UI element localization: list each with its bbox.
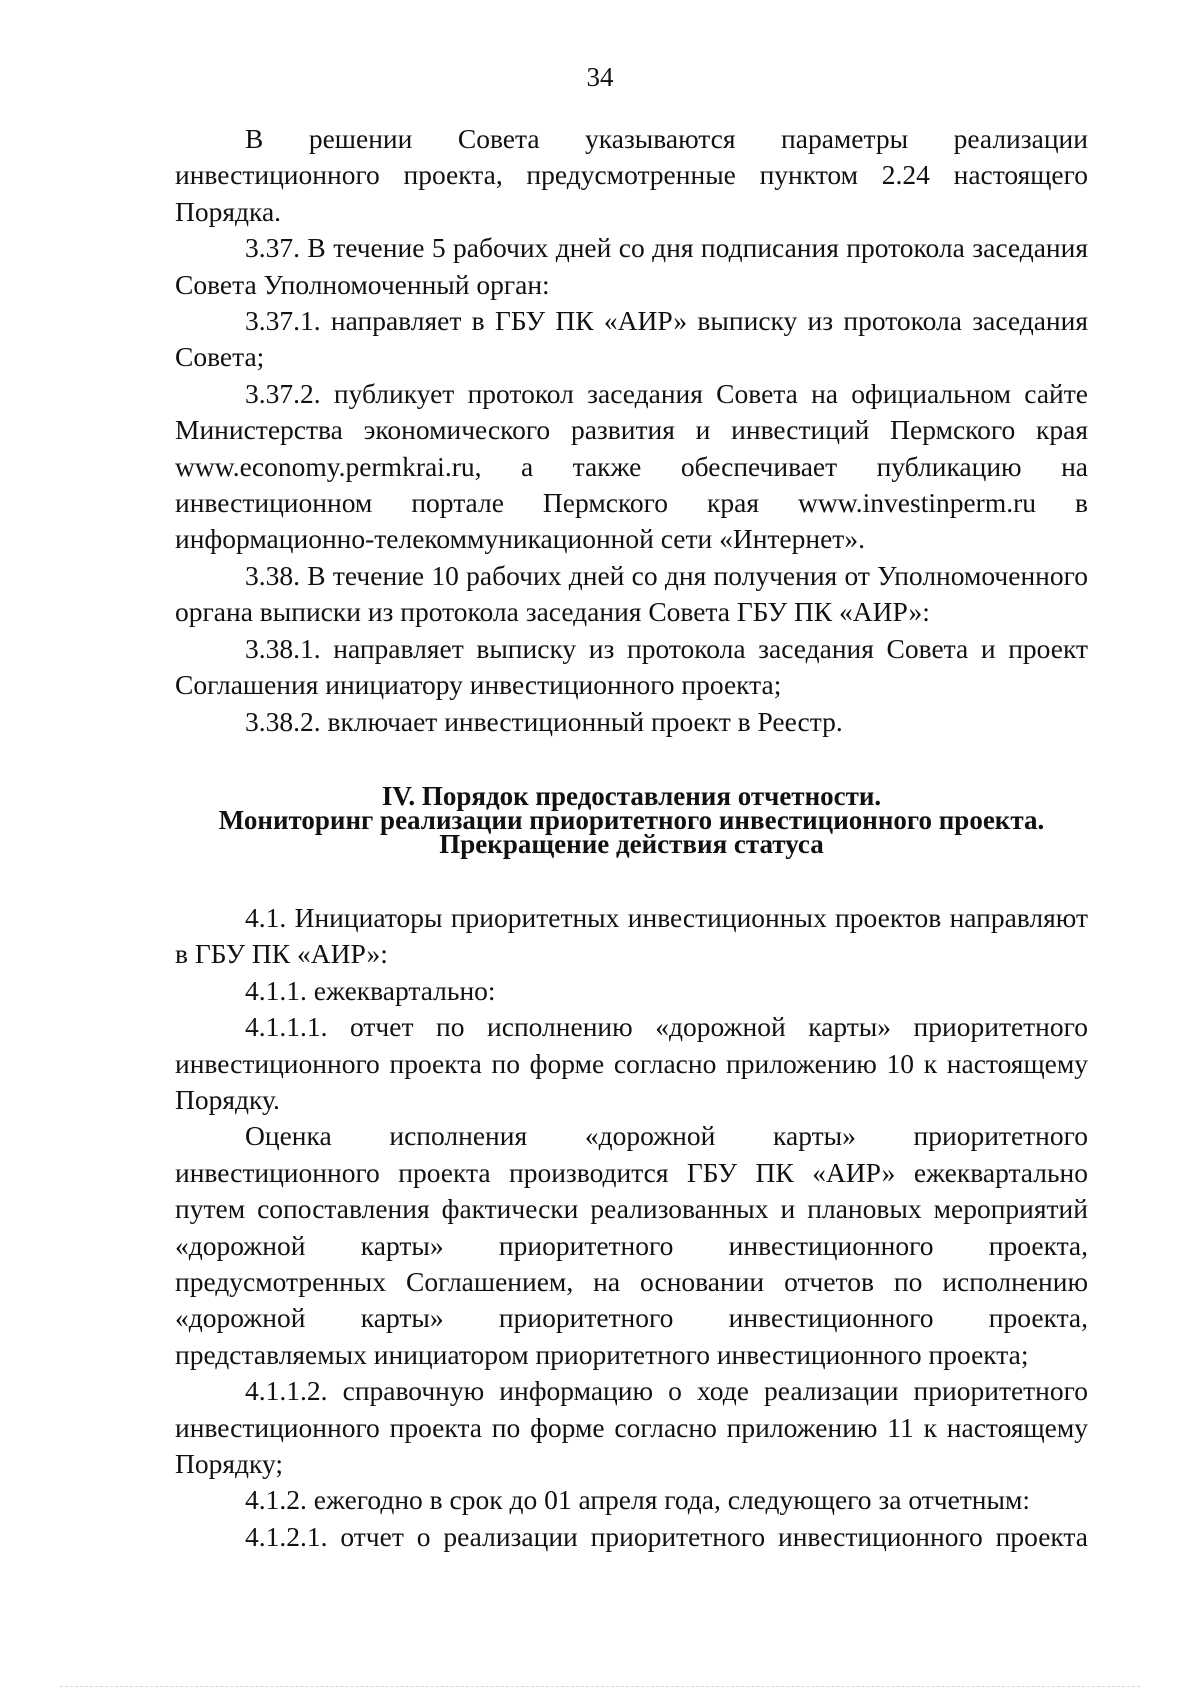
- paragraph-3-38-2: 3.38.2. включает инвестиционный проект в Реестр.: [245, 705, 843, 737]
- paragraph-4-1-2-1: 4.1.2.1. отчет о реализации приоритетного инвестиционного проекта: [245, 1520, 1088, 1552]
- paragraph-4-1: 4.1. Инициаторы приоритетных инвестиционных проектов направляют в ГБУ ПК «АИР»:: [175, 901, 1088, 970]
- paragraph-council-decision: В решении Совета указываются параметры реализации инвестиционного проекта, предусмотренные пунктом 2.24 настоящего Порядка.: [175, 123, 1088, 227]
- paragraph-3-37-1: 3.37.1. направляет в ГБУ ПК «АИР» выписку из протокола заседания Совета;: [175, 305, 1088, 373]
- paragraph-3-38-1: 3.38.1. направляет выписку из протокола заседания Совета и проект Соглашения инициатору инвестиционного проекта;: [175, 632, 1088, 701]
- page-number: 34: [586, 62, 614, 92]
- paragraph-3-37-2: 3.37.2. публикует протокол заседания Совета на официальном сайте Министерства экономического развития и инвестиций Пермского края www.economy.permkrai.ru, а также обеспечивает публикацию на инвестиционном портале Пермского края www.investinperm.ru в информационно-телекоммуникационной сети «Интернет».: [175, 377, 1088, 555]
- paragraph-4-1-2: 4.1.2. ежегодно в срок до 01 апреля года, следующего за отчетным:: [245, 1484, 1031, 1516]
- section-heading-line-3: Прекращение действия статуса: [439, 828, 824, 859]
- document-body: [175, 121, 1088, 1555]
- paragraph-3-38: 3.38. В течение 10 рабочих дней со дня получения от Уполномоченного органа выписки из протокола заседания Совета ГБУ ПК «АИР»:: [175, 559, 1088, 628]
- section-heading-line-1: IV. Порядок предоставления отчетности.: [381, 780, 882, 811]
- paragraph-3-37: 3.37. В течение 5 рабочих дней со дня подписания протокола заседания Совета Уполномоченный орган:: [175, 232, 1088, 300]
- paragraph-4-1-1: 4.1.1. ежеквартально:: [245, 974, 496, 1006]
- paragraph-4-1-1-2: 4.1.1.2. справочную информацию о ходе реализации приоритетного инвестиционного проекта по форме согласно приложению 11 к настоящему Порядку;: [175, 1375, 1088, 1479]
- paragraph-roadmap-assessment: Оценка исполнения «дорожной карты» приоритетного инвестиционного проекта производится ГБУ ПК «АИР» ежеквартально путем сопоставления фактически реализованных и плановых мероприятий «дорожной карты» приоритетного инвестиционного проекта, предусмотренных Соглашением, на основании отчетов по исполнению «дорожной карты» приоритетного инвестиционного проекта, представляемых инициатором приоритетного инвестиционного проекта;: [175, 1120, 1088, 1370]
- scan-edge-line: [60, 1686, 1140, 1687]
- section-heading-line-2: Мониторинг реализации приоритетного инвестиционного проекта.: [218, 804, 1045, 835]
- paragraph-4-1-1-1: 4.1.1.1. отчет по исполнению «дорожной карты» приоритетного инвестиционного проекта по форме согласно приложению 10 к настоящему Порядку.: [175, 1011, 1088, 1115]
- section-heading: [175, 780, 1088, 859]
